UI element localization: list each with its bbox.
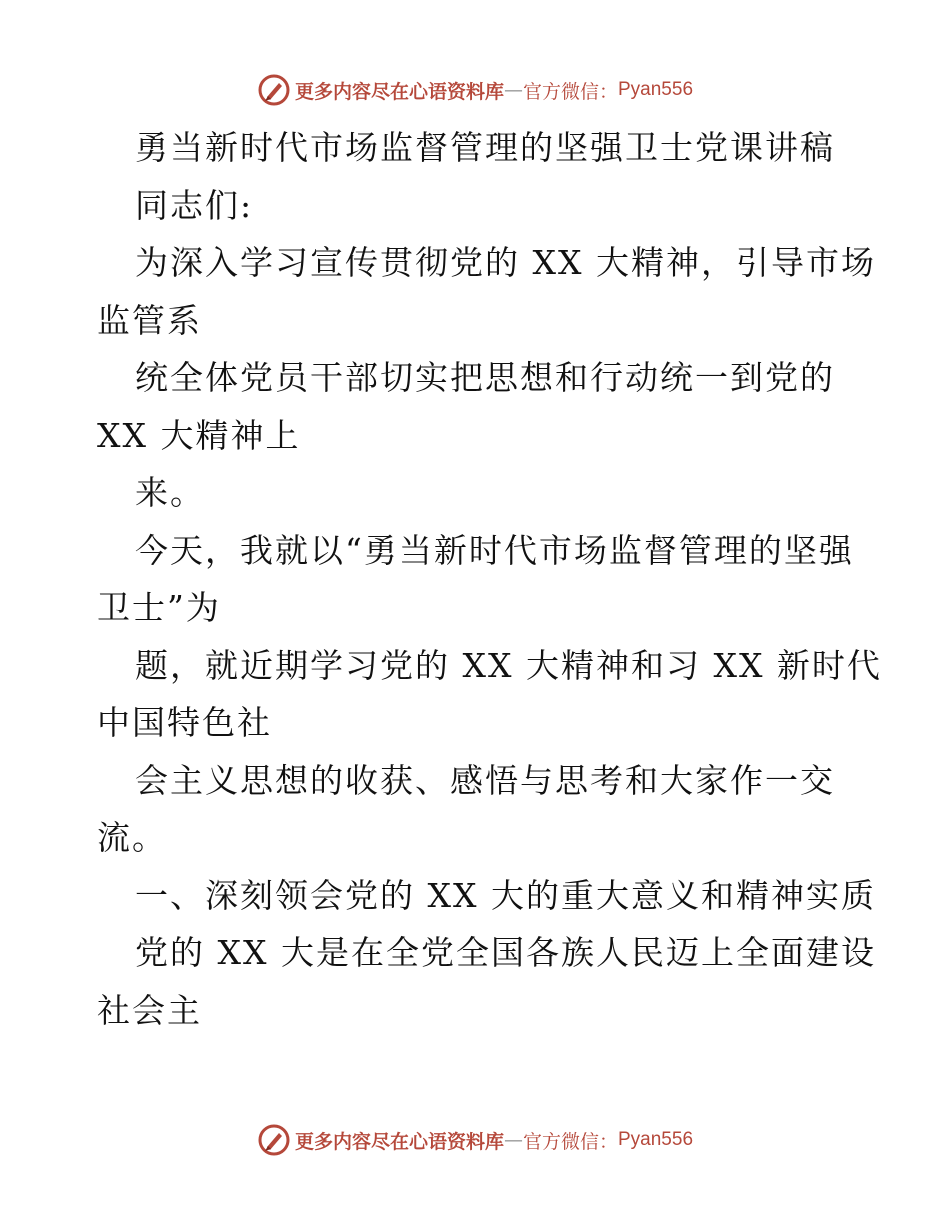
watermark-separator: — — [503, 79, 523, 101]
watermark-wechat-label: 官方微信： — [522, 80, 618, 103]
pen-nib-logo-icon — [257, 73, 291, 107]
paragraph-line: 监管系 — [97, 300, 202, 340]
paragraph-line: 为深入学习宣传贯彻党的 XX 大精神，引导市场 — [135, 243, 876, 282]
watermark-wechat-id: Pyan556 — [618, 1129, 694, 1150]
paragraph-line: 党的 XX 大是在全党全国各族人民迈上全面建设 — [135, 933, 876, 972]
watermark-main-text: 更多内容尽在心语资料库 — [294, 1130, 504, 1153]
header-watermark — [0, 70, 950, 110]
section-heading: 一、深刻领会党的 XX 大的重大意义和精神实质 — [135, 875, 876, 915]
paragraph-line: XX 大精神上 — [97, 415, 301, 455]
paragraph-line: 题，就近期学习党的 XX 大精神和习 XX 新时代 — [135, 645, 882, 685]
paragraph-line: 统全体党员干部切实把思想和行动统一到党的 — [135, 358, 835, 397]
paragraph-line: 今天，我就以“勇当新时代市场监督管理的坚强 — [135, 530, 854, 570]
salutation: 同志们: — [135, 185, 254, 225]
watermark-separator: — — [503, 1129, 523, 1151]
paragraph-line: 卫士”为 — [97, 588, 221, 627]
paragraph-line: 社会主 — [97, 990, 202, 1030]
paragraph-line: 中国特色社 — [97, 703, 272, 742]
footer-watermark — [0, 1120, 950, 1160]
paragraph-line: 会主义思想的收获、感悟与思考和大家作一交 — [135, 760, 835, 800]
watermark-wechat-id: Pyan556 — [618, 79, 694, 100]
document-title: 勇当新时代市场监督管理的坚强卫士党课讲稿 — [135, 128, 835, 167]
watermark-main-text: 更多内容尽在心语资料库 — [294, 80, 504, 103]
paragraph-line: 来。 — [135, 473, 205, 512]
watermark-wechat-label: 官方微信： — [522, 1130, 618, 1153]
document-body — [97, 119, 882, 1039]
pen-nib-logo-icon — [257, 1123, 291, 1157]
paragraph-line: 流。 — [97, 818, 167, 857]
